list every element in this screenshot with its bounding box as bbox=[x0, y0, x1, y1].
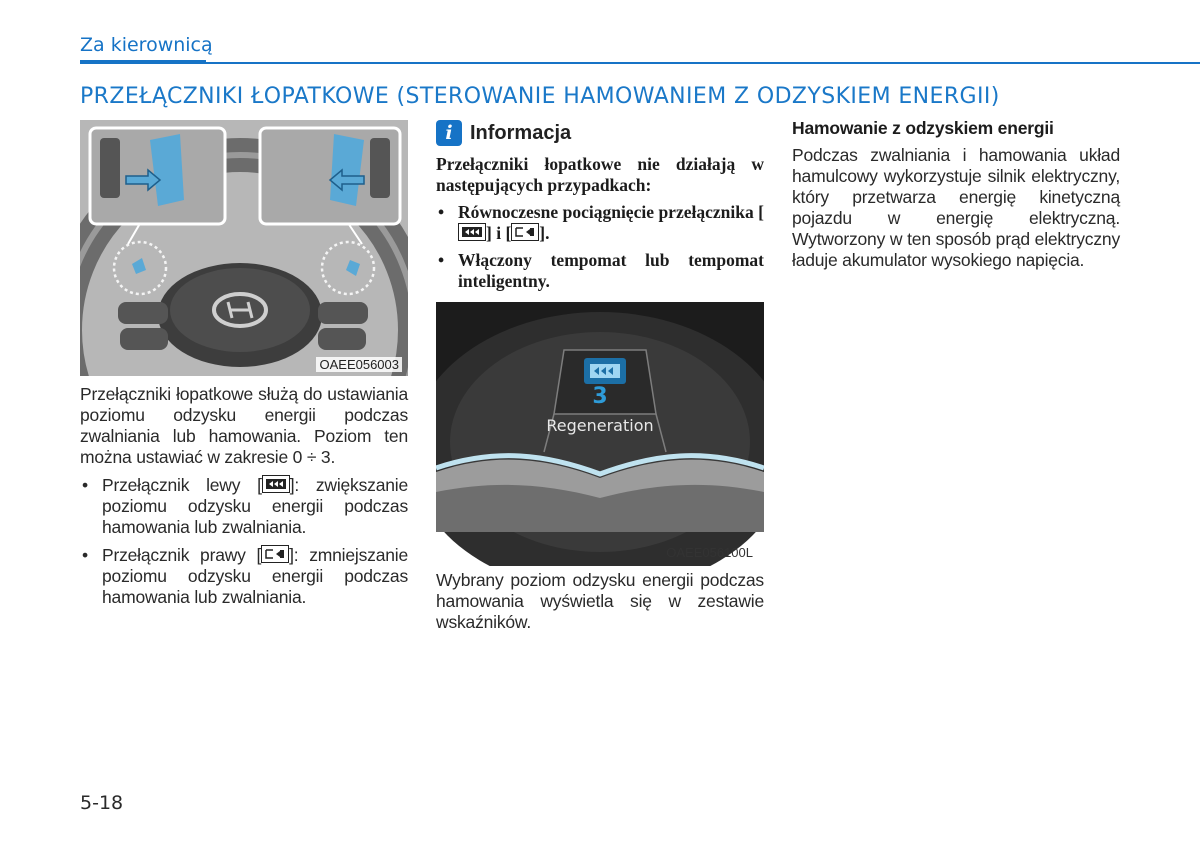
section-heading: Hamowanie z odzyskiem energii bbox=[792, 118, 1054, 138]
middle-column bbox=[436, 120, 764, 632]
left-column bbox=[80, 120, 408, 608]
info-bullet-before: Równoczesne pociągnięcie przełącznika [ bbox=[458, 202, 764, 222]
figure-code: OAEE056100L bbox=[666, 545, 753, 560]
info-bullet-text: Włączony tempomat lub tempomat inteligentny. bbox=[458, 250, 764, 291]
bullet-text-after: ]: zwiększanie poziomu odzysku energii podczas hamowania lub zwalniania. bbox=[102, 475, 408, 537]
page-title: PRZEŁĄCZNIKI ŁOPATKOWE (STEROWANIE HAMOWANIEM Z ODZYSKIEM ENERGII) bbox=[80, 84, 1000, 109]
info-lead: Przełączniki łopatkowe nie działają w następujących przypadkach: bbox=[436, 154, 764, 195]
steering-wheel-figure bbox=[80, 120, 408, 376]
right-column bbox=[792, 118, 1120, 271]
section-rule bbox=[206, 62, 1200, 64]
bullet-text-before: Przełącznik lewy [ bbox=[102, 475, 262, 495]
info-icon: i bbox=[436, 120, 462, 146]
list-item bbox=[80, 475, 408, 538]
info-list bbox=[436, 202, 764, 292]
paddle-right-decrease-icon bbox=[511, 223, 539, 241]
info-header bbox=[436, 120, 764, 146]
section-rule-accent bbox=[80, 60, 206, 64]
list-item bbox=[436, 202, 764, 244]
section-tab: Za kierownicą bbox=[80, 34, 213, 56]
list-item bbox=[436, 250, 764, 292]
paddle-left-increase-icon bbox=[262, 475, 290, 493]
paddle-left-increase-icon bbox=[458, 223, 486, 241]
bullet-text-before: Przełącznik prawy [ bbox=[102, 545, 262, 565]
bullet-dot: • bbox=[438, 250, 445, 270]
paddle-list bbox=[80, 475, 408, 608]
list-item bbox=[80, 545, 408, 608]
bullet-dot: • bbox=[82, 475, 88, 495]
section-body: Podczas zwalniania i hamowania układ hamulcowy wykorzystuje silnik elektryczny, który przetwarza energię kinetyczną pojazdu w energię elektryczną. Wytworzony w ten sposób prąd elektryczny ładuje akumulator wysokiego napięcia. bbox=[792, 145, 1120, 270]
info-bullet-mid: ] i [ bbox=[486, 223, 512, 243]
bullet-dot: • bbox=[438, 202, 445, 222]
regen-label: Regeneration bbox=[546, 416, 654, 435]
bullet-dot: • bbox=[82, 545, 88, 565]
figure-code: OAEE056003 bbox=[316, 357, 402, 372]
cluster-figure bbox=[436, 302, 764, 566]
page-number: 5-18 bbox=[80, 792, 124, 814]
bullet-text-after: ]: zmniejszanie poziomu odzysku energii podczas hamowania lub zwalniania. bbox=[102, 545, 408, 607]
regen-level: 3 bbox=[592, 384, 608, 409]
info-bullet-after: ]. bbox=[539, 223, 550, 243]
cluster-caption: Wybrany poziom odzysku energii podczas hamowania wyświetla się w zestawie wskaźników. bbox=[436, 570, 764, 632]
intro-paragraph: Przełączniki łopatkowe służą do ustawiania poziomu odzysku energii podczas zwalniania lub hamowania. Poziom ten można ustawiać w zakresie 0 ÷ 3. bbox=[80, 384, 408, 467]
info-title: Informacja bbox=[470, 121, 572, 144]
paddle-right-decrease-icon bbox=[261, 545, 289, 563]
steering-wheel-illustration bbox=[80, 120, 408, 376]
